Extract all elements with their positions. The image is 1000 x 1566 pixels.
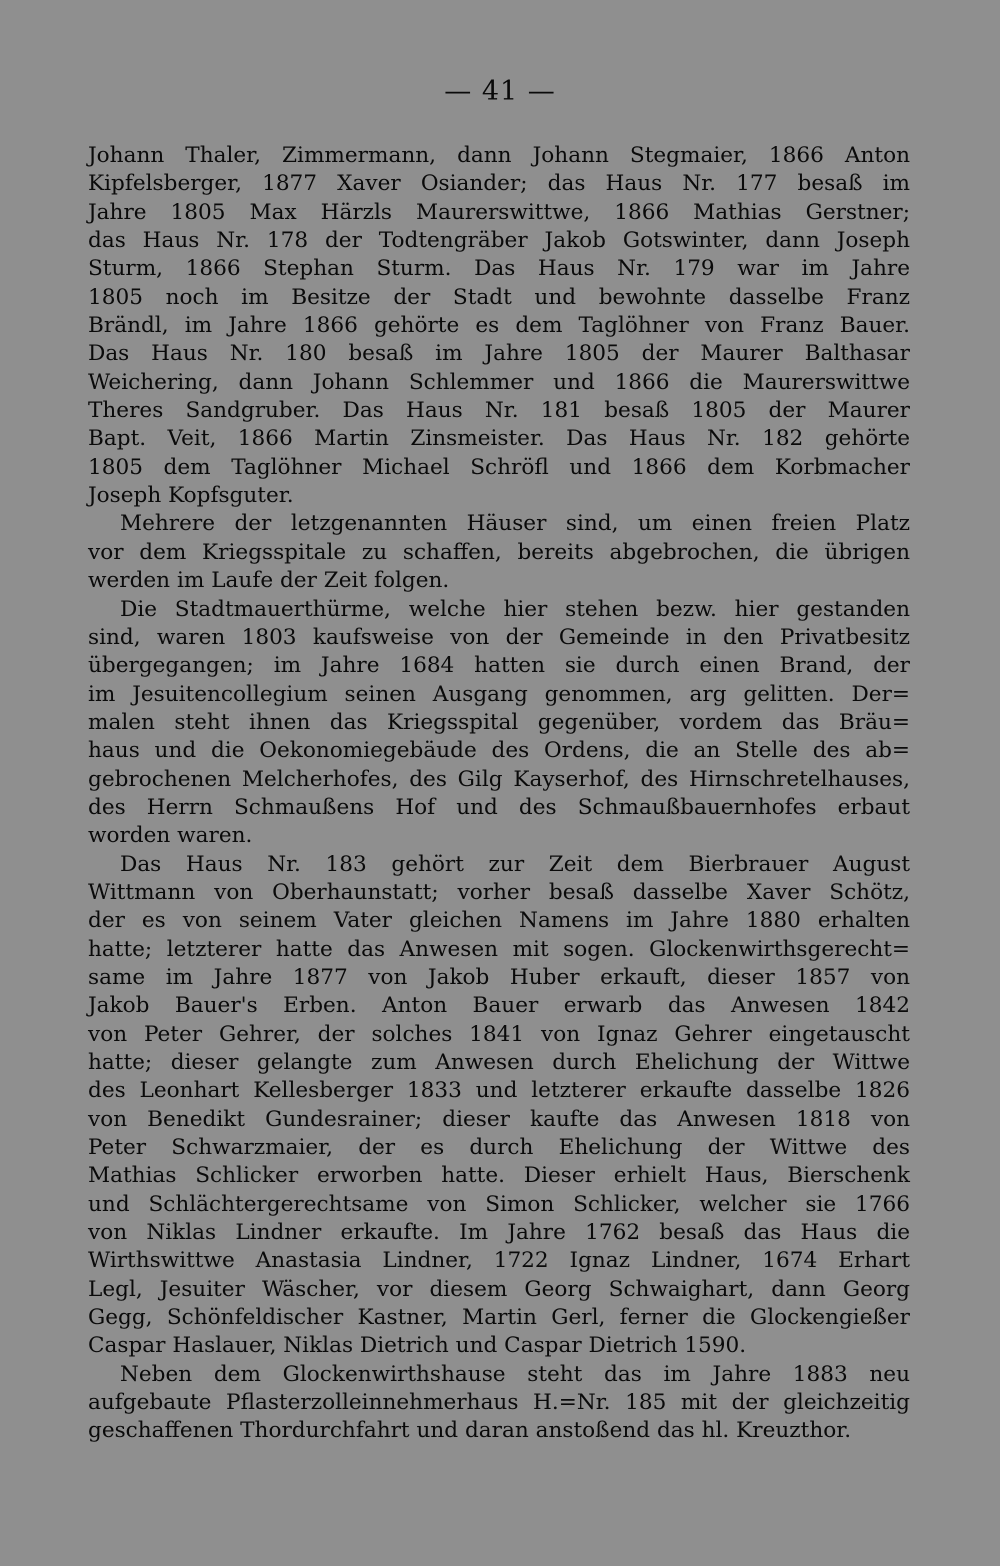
text-line: Legl, Jesuiter Wäscher, vor diesem Georg Schwaighart, dann Georg bbox=[88, 1276, 910, 1302]
text-line: sind, waren 1803 kaufsweise von der Gemeinde in den Privatbesitz bbox=[88, 624, 910, 650]
text-line: aufgebaute Pflasterzolleinnehmerhaus H.=Nr. 185 mit der gleichzeitig bbox=[88, 1390, 910, 1416]
text-line: von Peter Gehrer, der solches 1841 von Ignaz Gehrer eingetauscht bbox=[88, 1021, 910, 1047]
text-line: das Haus Nr. 178 der Todtengräber Jakob Gotswinter, dann Joseph bbox=[88, 228, 910, 254]
text-line: Brändl, im Jahre 1866 gehörte es dem Taglöhner von Franz Bauer. bbox=[88, 313, 910, 339]
text-line: Peter Schwarzmaier, der es durch Ehelichung der Wittwe des bbox=[88, 1135, 910, 1161]
text-line: Mathias Schlicker erworben hatte. Dieser erhielt Haus, Bierschenk bbox=[88, 1163, 910, 1189]
text-line: Die Stadtmauerthürme, welche hier stehen bezw. hier gestanden bbox=[120, 596, 910, 622]
text-line: haus und die Oekonomiegebäude des Ordens, die an Stelle des ab= bbox=[88, 738, 910, 764]
text-line: same im Jahre 1877 von Jakob Huber erkauft, dieser 1857 von bbox=[88, 964, 910, 990]
text-line: Gegg, Schönfeldischer Kastner, Martin Gerl, ferner die Glockengießer bbox=[88, 1305, 910, 1331]
text-line: 1805 dem Taglöhner Michael Schröfl und 1866 dem Korbmacher bbox=[88, 454, 910, 480]
text-line: worden waren. bbox=[88, 823, 253, 849]
text-line: hatte; dieser gelangte zum Anwesen durch Ehelichung der Wittwe bbox=[88, 1050, 910, 1075]
text-line: Jakob Bauer's Erben. Anton Bauer erwarb das Anwesen 1842 bbox=[88, 993, 910, 1019]
text-line: Caspar Haslauer, Niklas Dietrich und Caspar Dietrich 1590. bbox=[88, 1333, 747, 1359]
text-line: malen steht ihnen das Kriegsspital gegenüber, vordem das Bräu= bbox=[88, 709, 910, 735]
text-line: Joseph Kopfsguter. bbox=[88, 483, 294, 509]
text-line: im Jesuitencollegium seinen Ausgang genommen, arg gelitten. Der= bbox=[88, 681, 910, 707]
text-line: übergegangen; im Jahre 1684 hatten sie durch einen Brand, der bbox=[88, 653, 910, 679]
text-line: des Herrn Schmaußens Hof und des Schmaußbauernhofes erbaut bbox=[88, 794, 910, 820]
text-line: Das Haus Nr. 180 besaß im Jahre 1805 der Maurer Balthasar bbox=[88, 341, 910, 367]
text-line: Neben dem Glockenwirthshause steht das im Jahre 1883 neu bbox=[120, 1361, 910, 1387]
page-number: — 41 — bbox=[444, 76, 556, 107]
text-line: Das Haus Nr. 183 gehört zur Zeit dem Bierbrauer August bbox=[120, 851, 910, 877]
text-line: von Niklas Lindner erkaufte. Im Jahre 1762 besaß das Haus die bbox=[88, 1220, 910, 1246]
text-line: des Leonhart Kellesberger 1833 und letzterer erkaufte dasselbe 1826 bbox=[88, 1078, 910, 1104]
text-line: Wittmann von Oberhaunstatt; vorher besaß dasselbe Xaver Schötz, bbox=[88, 879, 910, 905]
text-line: Johann Thaler, Zimmermann, dann Johann Stegmaier, 1866 Anton bbox=[88, 143, 910, 168]
text-line: und Schlächtergerechtsame von Simon Schlicker, welcher sie 1766 bbox=[88, 1191, 910, 1217]
text-line: werden im Laufe der Zeit folgen. bbox=[88, 568, 450, 594]
text-line: Wirthswittwe Anastasia Lindner, 1722 Ignaz Lindner, 1674 Erhart bbox=[88, 1248, 910, 1274]
text-line: der es von seinem Vater gleichen Namens im Jahre 1880 erhalten bbox=[88, 908, 910, 934]
text-line: 1805 noch im Besitze der Stadt und bewohnte dasselbe Franz bbox=[88, 284, 910, 310]
text-line: hatte; letzterer hatte das Anwesen mit sogen. Glockenwirthsgerecht= bbox=[88, 936, 910, 962]
text-line: Sturm, 1866 Stephan Sturm. Das Haus Nr. 179 war im Jahre bbox=[88, 256, 910, 282]
text-line: gebrochenen Melcherhofes, des Gilg Kayserhof, des Hirnschretelhauses, bbox=[88, 766, 910, 792]
text-line: Bapt. Veit, 1866 Martin Zinsmeister. Das Haus Nr. 182 gehörte bbox=[88, 426, 910, 452]
text-line: Theres Sandgruber. Das Haus Nr. 181 besaß 1805 der Maurer bbox=[88, 398, 910, 424]
body-text bbox=[88, 142, 910, 1446]
text-line: Jahre 1805 Max Härzls Maurerswittwe, 1866 Mathias Gerstner; bbox=[88, 199, 910, 225]
text-line: Kipfelsberger, 1877 Xaver Osiander; das Haus Nr. 177 besaß im bbox=[88, 171, 910, 197]
text-line: vor dem Kriegsspitale zu schaffen, bereits abgebrochen, die übrigen bbox=[88, 539, 910, 565]
text-line: geschaffenen Thordurchfahrt und daran anstoßend das hl. Kreuzthor. bbox=[88, 1418, 852, 1444]
text-line: von Benedikt Gundesrainer; dieser kaufte das Anwesen 1818 von bbox=[88, 1106, 910, 1132]
text-line: Weichering, dann Johann Schlemmer und 1866 die Maurerswittwe bbox=[88, 369, 910, 395]
text-line: Mehrere der letzgenannten Häuser sind, um einen freien Platz bbox=[120, 511, 910, 537]
